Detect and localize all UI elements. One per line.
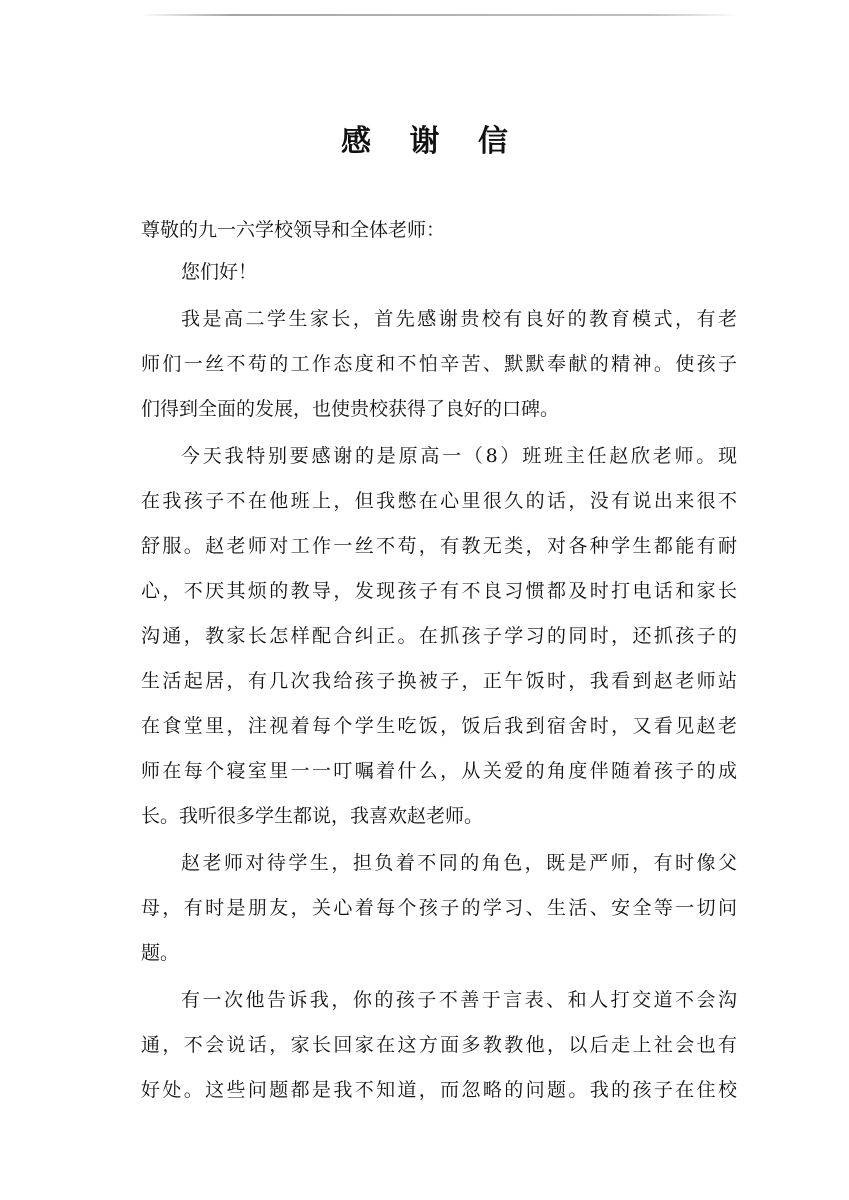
paragraph-2-line-8: 师在每个寝室里一一叮嘱着什么，从关爱的角度伴随着孩子的成 — [141, 760, 737, 782]
paragraph-2-line-5: 沟通，教家长怎样配合纠正。在抓孩子学习的同时，还抓孩子的 — [141, 625, 737, 647]
paragraph-3-line-3: 题。 — [141, 942, 180, 964]
paragraph-2-line-4: 心，不厌其烦的教导，发现孩子有不良习惯都及时打电话和家长 — [141, 580, 737, 602]
scan-edge-line — [140, 14, 740, 16]
paragraph-2-line-6: 生活起居，有几次我给孩子换被子，正午饭时，我看到赵老师站 — [141, 670, 737, 692]
paragraph-4-line-3: 好处。这些问题都是我不知道，而忽略的问题。我的孩子在住校 — [141, 1079, 737, 1101]
paragraph-1-line-1: 我是高二学生家长，首先感谢贵校有良好的教育模式，有老 — [181, 308, 737, 330]
paragraph-1-line-3: 们得到全面的发展，也使贵校获得了良好的口碑。 — [141, 398, 560, 420]
letter-title: 感 谢 信 — [341, 124, 522, 159]
paragraph-2-line-9: 长。我听很多学生都说，我喜欢赵老师。 — [141, 805, 484, 827]
greeting: 您们好！ — [181, 261, 258, 283]
salutation: 尊敬的九一六学校领导和全体老师： — [141, 219, 446, 241]
paragraph-4-line-2: 通，不会说话，家长回家在这方面多教教他，以后走上社会也有 — [141, 1034, 737, 1056]
paragraph-2-line-7: 在食堂里，注视着每个学生吃饭，饭后我到宿舍时，又看见赵老 — [141, 715, 737, 737]
paragraph-4-line-1: 有一次他告诉我，你的孩子不善于言表、和人打交道不会沟 — [181, 989, 737, 1011]
paragraph-2-line-2: 在我孩子不在他班上，但我憋在心里很久的话，没有说出来很不 — [141, 490, 737, 512]
paragraph-3-line-2: 母，有时是朋友，关心着每个孩子的学习、生活、安全等一切问 — [141, 897, 737, 919]
paragraph-2-line-3: 舒服。赵老师对工作一丝不苟，有教无类，对各种学生都能有耐 — [141, 535, 737, 557]
paragraph-3-line-1: 赵老师对待学生，担负着不同的角色，既是严师，有时像父 — [181, 852, 737, 874]
paragraph-1-line-2: 师们一丝不苟的工作态度和不怕辛苦、默默奉献的精神。使孩子 — [141, 353, 737, 375]
paragraph-2-line-1: 今天我特别要感谢的是原高一（8）班班主任赵欣老师。现 — [181, 445, 737, 467]
